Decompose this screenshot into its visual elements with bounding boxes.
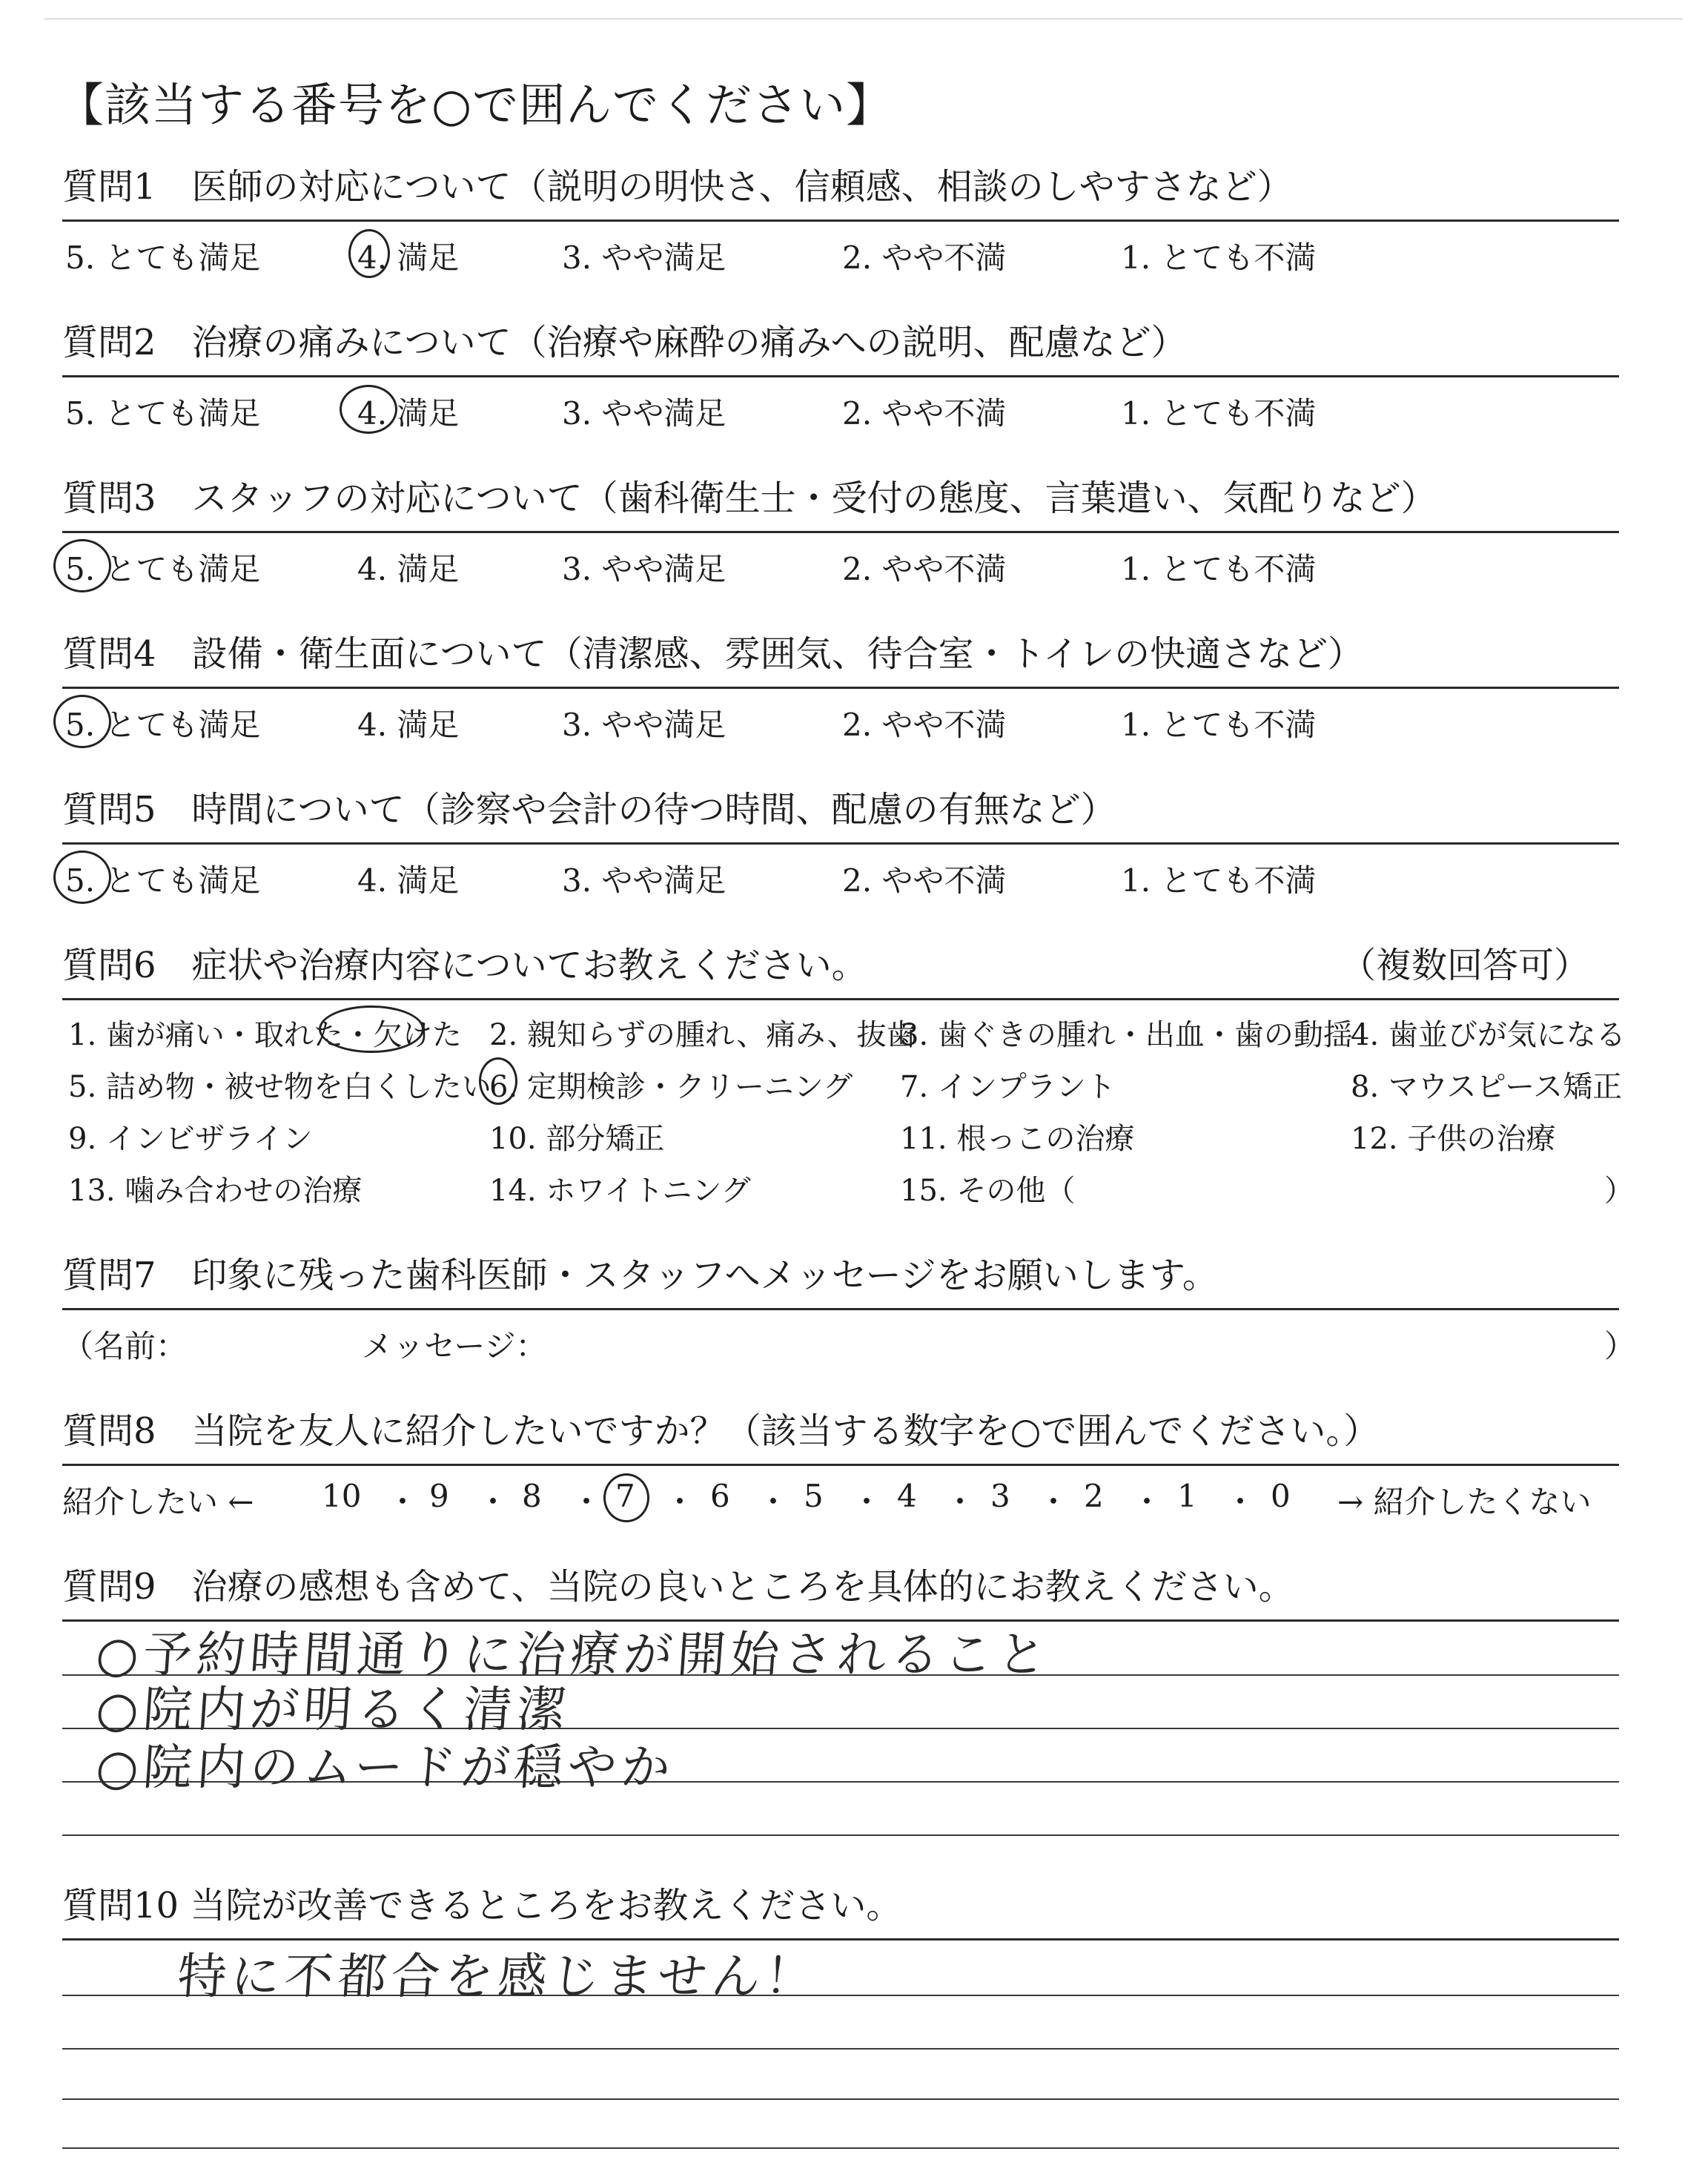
scale-9[interactable]: 9 (429, 1478, 449, 1514)
question-3-rule (62, 531, 1619, 533)
symptom-option-4[interactable]: 4. 歯並びが気になる (1351, 1018, 1626, 1052)
scale-dot: ・ (758, 1484, 790, 1520)
scale-dot: ・ (944, 1484, 976, 1520)
question-7 (62, 1253, 1636, 1367)
scale-8[interactable]: 8 (522, 1478, 542, 1514)
question-7-title: 質問7 印象に残った歯科医師・スタッフへメッセージをお願いします。 (62, 1255, 1218, 1296)
symptom-option-10[interactable]: 10. 部分矯正 (489, 1122, 665, 1156)
answer-line (62, 2048, 1619, 2050)
option-4[interactable]: 4. 満足 (357, 707, 460, 743)
question-1-title: 質問1 医師の対応について（説明の明快さ、信頼感、相談のしやすさなど） (62, 166, 1293, 208)
question-10 (62, 1883, 1619, 1941)
option-3[interactable]: 3. やや満足 (562, 395, 726, 432)
message-label: メッセージ： (362, 1328, 547, 1364)
selection-circle (53, 695, 111, 748)
question-5-options (62, 856, 1619, 901)
handwritten-improvement: 特に不都合を感じません！ (175, 1948, 821, 2005)
symptom-option-12[interactable]: 12. 子供の治療 (1351, 1122, 1556, 1156)
option-2[interactable]: 2. やや不満 (842, 862, 1007, 899)
question-8 (62, 1409, 1619, 1522)
scale-5[interactable]: 5 (804, 1478, 824, 1514)
question-2-title: 質問2 治療の痛みについて（治療や麻酔の痛みへの説明、配慮など） (62, 322, 1187, 363)
symptom-option-14[interactable]: 14. ホワイトニング (489, 1174, 751, 1208)
option-1[interactable]: 1. とても不満 (1121, 240, 1317, 276)
scale-4[interactable]: 4 (897, 1478, 917, 1514)
question-8-rule (62, 1464, 1619, 1466)
question-2 (62, 320, 1619, 434)
handwritten-answer-2: ○院内が明るく清潔 (93, 1681, 572, 1738)
scale-dot: ・ (571, 1484, 603, 1520)
answer-line (62, 1834, 1619, 1836)
scale-right-label: → 紹介したくない (1337, 1484, 1592, 1520)
option-5[interactable]: 5. とても満足 (65, 707, 261, 743)
form-heading: 【該当する番号を○で囲んでください】 (58, 78, 893, 132)
option-1[interactable]: 1. とても不満 (1121, 862, 1317, 899)
option-3[interactable]: 3. やや満足 (562, 551, 726, 587)
question-1 (62, 165, 1619, 278)
question-4-rule (62, 687, 1619, 689)
option-4[interactable]: 4. 満足 (357, 395, 460, 432)
question-7-rule (62, 1308, 1619, 1310)
selection-circle (53, 539, 111, 592)
answer-line (62, 2098, 1619, 2100)
message-close-paren: ） (1604, 1328, 1636, 1364)
option-4[interactable]: 4. 満足 (357, 240, 460, 276)
option-1[interactable]: 1. とても不満 (1121, 551, 1317, 587)
symptom-option-1[interactable]: 1. 歯が痛い・取れた・欠けた (68, 1018, 462, 1052)
question-10-title: 質問10 当院が改善できるところをお教えください。 (62, 1885, 902, 1926)
question-2-rule (62, 375, 1619, 377)
scale-dot: ・ (1131, 1484, 1163, 1520)
scale-dot: ・ (387, 1484, 419, 1520)
multiple-answers-note: （複数回答可） (1340, 945, 1589, 986)
option-2[interactable]: 2. やや不満 (842, 551, 1007, 587)
question-4-title: 質問4 設備・衛生面について（清潔感、雰囲気、待合室・トイレの快適さなど） (62, 633, 1364, 675)
answer-line (62, 2147, 1619, 2149)
option-5[interactable]: 5. とても満足 (65, 862, 261, 899)
symptom-option-15[interactable]: 15. その他（ (900, 1174, 1076, 1208)
option-5[interactable]: 5. とても満足 (65, 240, 261, 276)
question-6-title (62, 943, 1619, 988)
scale-dot: ・ (477, 1484, 509, 1520)
option-3[interactable]: 3. やや満足 (562, 862, 726, 899)
question-5-title: 質問5 時間について（診察や会計の待つ時間、配慮の有無など） (62, 789, 1116, 830)
question-5-rule (62, 842, 1619, 845)
selection-circle (340, 385, 397, 434)
symptom-option-6[interactable]: 6. 定期検診・クリーニング (489, 1070, 853, 1104)
question-6-title-text: 質問6 症状や治療内容についてお教えください。 (62, 945, 867, 986)
scale-dot: ・ (1038, 1484, 1070, 1520)
option-4[interactable]: 4. 満足 (357, 862, 460, 899)
selection-circle (53, 851, 111, 904)
selection-circle-chipped (319, 1005, 424, 1053)
selection-circle-6 (479, 1057, 517, 1105)
symptom-option-11[interactable]: 11. 根っこの治療 (900, 1122, 1135, 1156)
symptom-option-13[interactable]: 13. 噛み合わせの治療 (68, 1174, 363, 1208)
symptom-option-8[interactable]: 8. マウスピース矯正 (1351, 1070, 1623, 1104)
selection-circle-7 (603, 1473, 649, 1522)
question-4-options (62, 701, 1619, 745)
scale-6[interactable]: 6 (710, 1478, 730, 1514)
symptom-option-7[interactable]: 7. インプラント (900, 1070, 1116, 1104)
name-label: （名前： (62, 1328, 188, 1364)
question-1-options (62, 234, 1619, 278)
question-3 (62, 476, 1619, 589)
option-2[interactable]: 2. やや不満 (842, 395, 1007, 432)
scale-1[interactable]: 1 (1177, 1478, 1197, 1514)
option-5[interactable]: 5. とても満足 (65, 551, 261, 587)
scale-2[interactable]: 2 (1084, 1478, 1104, 1514)
question-9 (62, 1565, 1619, 1622)
scale-left-label: 紹介したい ← (62, 1484, 254, 1520)
scale-3[interactable]: 3 (990, 1478, 1010, 1514)
question-1-rule (62, 219, 1619, 222)
question-8-title: 質問8 当院を友人に紹介したいですか？（該当する数字を○で囲んでください。） (62, 1410, 1380, 1452)
question-6 (62, 943, 1634, 1218)
question-2-options (62, 389, 1619, 434)
handwritten-answer-3: ○院内のムードが穏やか (93, 1739, 677, 1796)
symptom-option-2[interactable]: 2. 親知らずの腫れ、痛み、抜歯 (489, 1018, 916, 1052)
option-2[interactable]: 2. やや不満 (842, 240, 1007, 276)
question-5 (62, 787, 1619, 901)
option-5[interactable]: 5. とても満足 (65, 395, 261, 432)
option-4[interactable]: 4. 満足 (357, 551, 460, 587)
scale-0[interactable]: 0 (1271, 1478, 1291, 1514)
option-3[interactable]: 3. やや満足 (562, 707, 726, 743)
option-3[interactable]: 3. やや満足 (562, 240, 726, 276)
scale-dot: ・ (664, 1484, 696, 1520)
scale-dot: ・ (1225, 1484, 1257, 1520)
symptom-option-3[interactable]: 3. 歯ぐきの腫れ・出血・歯の動揺 (900, 1018, 1353, 1052)
question-3-title: 質問3 スタッフの対応について（歯科衛生士・受付の態度、言葉遣い、気配りなど） (62, 478, 1437, 519)
scale-dot: ・ (851, 1484, 883, 1520)
option-2[interactable]: 2. やや不満 (842, 707, 1007, 743)
other-close-paren: ） (1604, 1174, 1634, 1208)
top-border (44, 18, 1683, 20)
question-3-options (62, 545, 1619, 589)
selection-circle (348, 229, 390, 278)
question-7-fields (62, 1322, 1636, 1367)
question-9-title: 質問9 治療の感想も含めて、当院の良いところを具体的にお教えください。 (62, 1566, 1294, 1608)
question-6-rule (62, 998, 1619, 1000)
question-4 (62, 632, 1619, 745)
symptom-option-9[interactable]: 9. インビザライン (68, 1122, 313, 1156)
handwritten-answer-1: ○予約時間通りに治療が開始されること (93, 1626, 1053, 1683)
option-1[interactable]: 1. とても不満 (1121, 707, 1317, 743)
scale-7[interactable]: 7 (615, 1478, 635, 1514)
option-1[interactable]: 1. とても不満 (1121, 395, 1317, 432)
referral-scale (62, 1478, 1619, 1522)
symptom-option-5[interactable]: 5. 詰め物・被せ物を白くしたい (68, 1070, 491, 1104)
scale-10[interactable]: 10 (322, 1478, 362, 1514)
